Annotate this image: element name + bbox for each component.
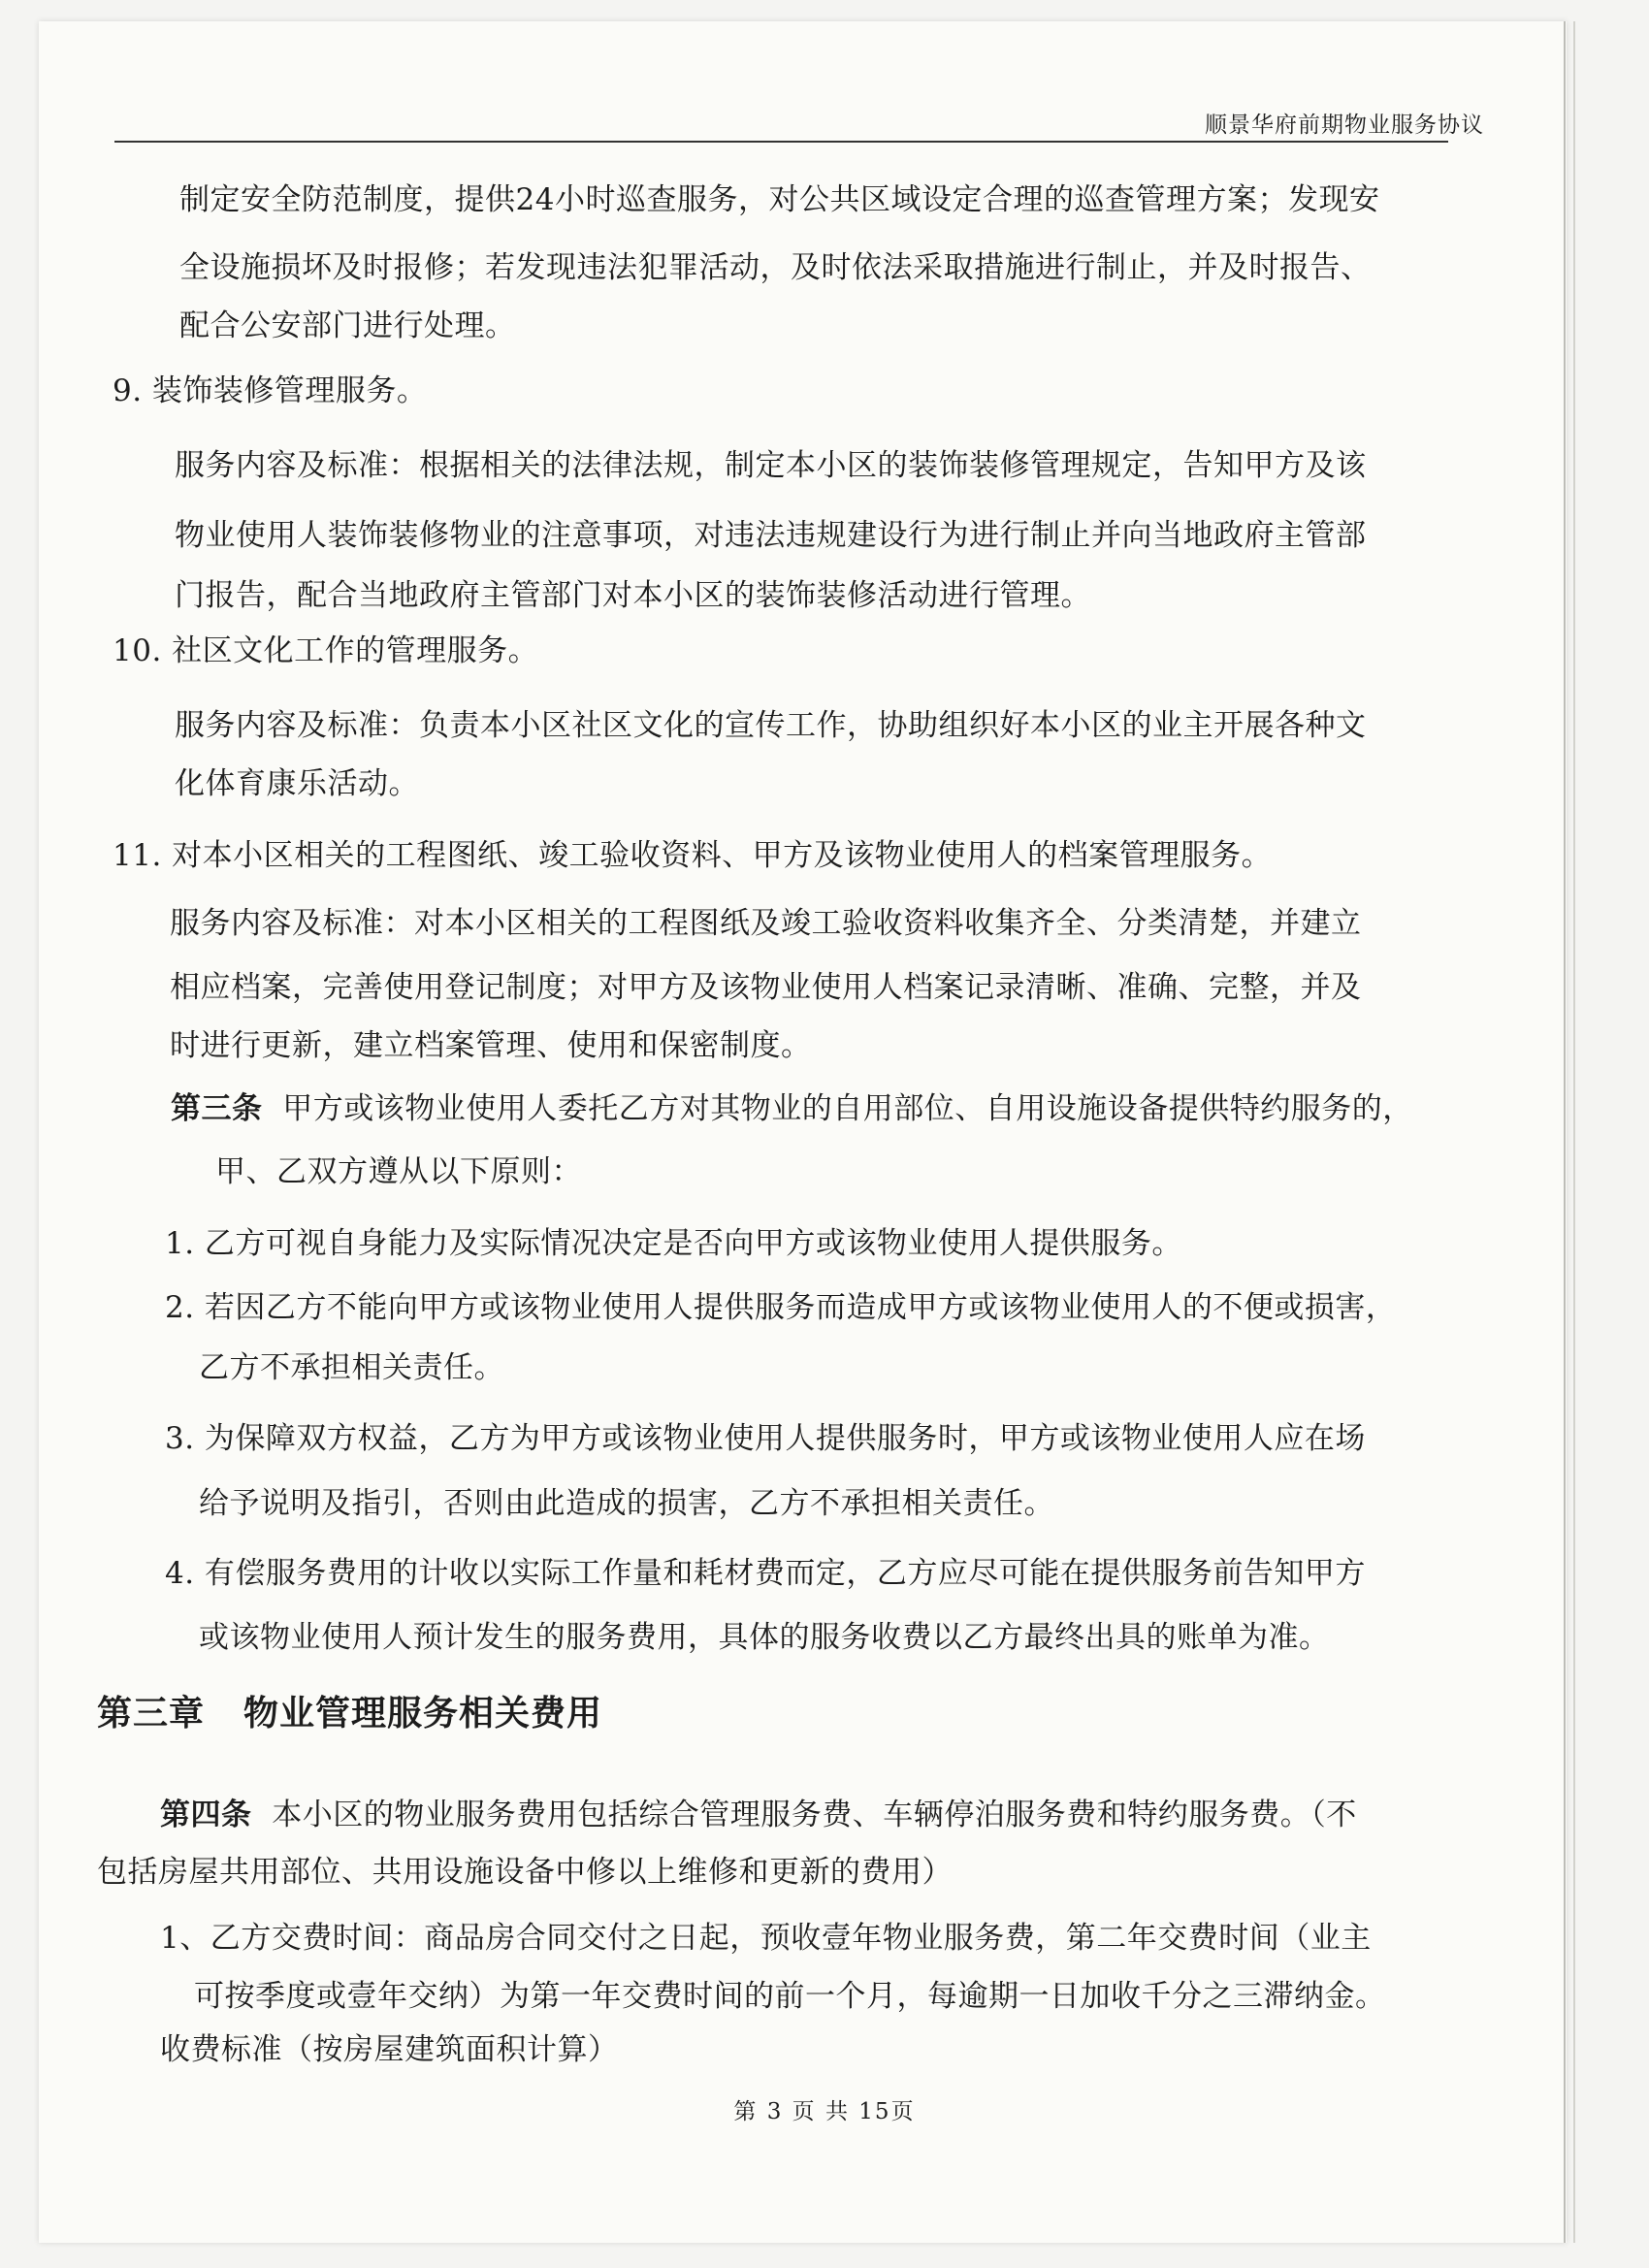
paragraph-line: 收费标准（按房屋建筑面积计算） [160, 2032, 619, 2067]
list-item-cont: 可按季度或壹年交纳）为第一年交费时间的前一个月，每逾期一日加收千分之三滞纳金。 [194, 1979, 1386, 2014]
paragraph-line: 化体育康乐活动。 [175, 766, 419, 801]
chapter-heading [97, 1686, 602, 1735]
paragraph-line: 物业使用人装饰装修物业的注意事项，对违法违规建设行为进行制止并向当地政府主管部 [175, 518, 1367, 553]
chapter-title: 物业管理服务相关费用 [243, 1693, 603, 1733]
item-title: 11. 对本小区相关的工程图纸、竣工验收资料、甲方及该物业使用人的档案管理服务。 [113, 838, 1273, 873]
list-item-cont: 给予说明及指引，否则由此造成的损害，乙方不承担相关责任。 [199, 1486, 1054, 1521]
article-3-line [171, 1091, 1413, 1127]
list-item: 2. 若因乙方不能向甲方或该物业使用人提供服务而造成甲方或该物业使用人的不便或损害， [165, 1290, 1397, 1325]
list-item: 1、乙方交费时间：商品房合同交付之日起，预收壹年物业服务费，第二年交费时间（业主 [160, 1921, 1372, 1956]
item-title: 9. 装饰装修管理服务。 [113, 373, 428, 408]
paragraph-line: 门报告，配合当地政府主管部门对本小区的装饰装修活动进行管理。 [175, 578, 1091, 613]
paragraph-line: 全设施损坏及时报修；若发现违法犯罪活动，及时依法采取措施进行制止，并及时报告、 [179, 250, 1372, 285]
running-header: 顺景华府前期物业服务协议 [1205, 113, 1484, 138]
paragraph-line: 甲、乙双方遵从以下原则： [215, 1154, 582, 1189]
list-item: 1. 乙方可视自身能力及实际情况决定是否向甲方或该物业使用人提供服务。 [165, 1226, 1182, 1261]
article-label: 第三条 [171, 1091, 263, 1126]
paragraph-line: 服务内容及标准：根据相关的法律法规，制定本小区的装饰装修管理规定，告知甲方及该 [175, 448, 1367, 483]
chapter-number: 第三章 [97, 1693, 206, 1733]
document-page [39, 21, 1567, 2243]
list-item: 3. 为保障双方权益，乙方为甲方或该物业使用人提供服务时，甲方或该物业使用人应在场 [165, 1421, 1366, 1456]
article-label: 第四条 [160, 1798, 252, 1832]
paragraph-line: 相应档案，完善使用登记制度；对甲方及该物业使用人档案记录清晰、准确、完整，并及 [170, 970, 1362, 1005]
header-rule [114, 141, 1448, 143]
list-item-cont: 乙方不承担相关责任。 [199, 1350, 504, 1385]
paragraph-line: 包括房屋共用部位、共用设施设备中修以上维修和更新的费用） [97, 1855, 953, 1890]
article-text: 甲方或该物业使用人委托乙方对其物业的自用部位、自用设施设备提供特约服务的， [282, 1091, 1413, 1126]
paragraph-line: 服务内容及标准：负责本小区社区文化的宣传工作，协助组织好本小区的业主开展各种文 [175, 708, 1367, 743]
page-edge-line [1564, 21, 1566, 2243]
item-title: 10. 社区文化工作的管理服务。 [113, 633, 539, 668]
paragraph-line: 服务内容及标准：对本小区相关的工程图纸及竣工验收资料收集齐全、分类清楚，并建立 [170, 906, 1362, 941]
paragraph-line: 时进行更新，建立档案管理、使用和保密制度。 [170, 1028, 812, 1063]
article-4-line [160, 1798, 1357, 1833]
page-edge-line [1573, 21, 1575, 2243]
list-item-cont: 或该物业使用人预计发生的服务费用，具体的服务收费以乙方最终出具的账单为准。 [199, 1620, 1330, 1655]
article-text: 本小区的物业服务费用包括综合管理服务费、车辆停泊服务费和特约服务费。（不 [272, 1798, 1357, 1832]
list-item: 4. 有偿服务费用的计收以实际工作量和耗材费而定，乙方应尽可能在提供服务前告知甲方 [165, 1556, 1366, 1591]
paragraph-line: 制定安全防范制度，提供24小时巡查服务，对公共区域设定合理的巡查管理方案；发现安 [179, 182, 1380, 217]
paragraph-line: 配合公安部门进行处理。 [179, 308, 516, 343]
page-number: 第 3 页 共 15页 [733, 2099, 916, 2124]
